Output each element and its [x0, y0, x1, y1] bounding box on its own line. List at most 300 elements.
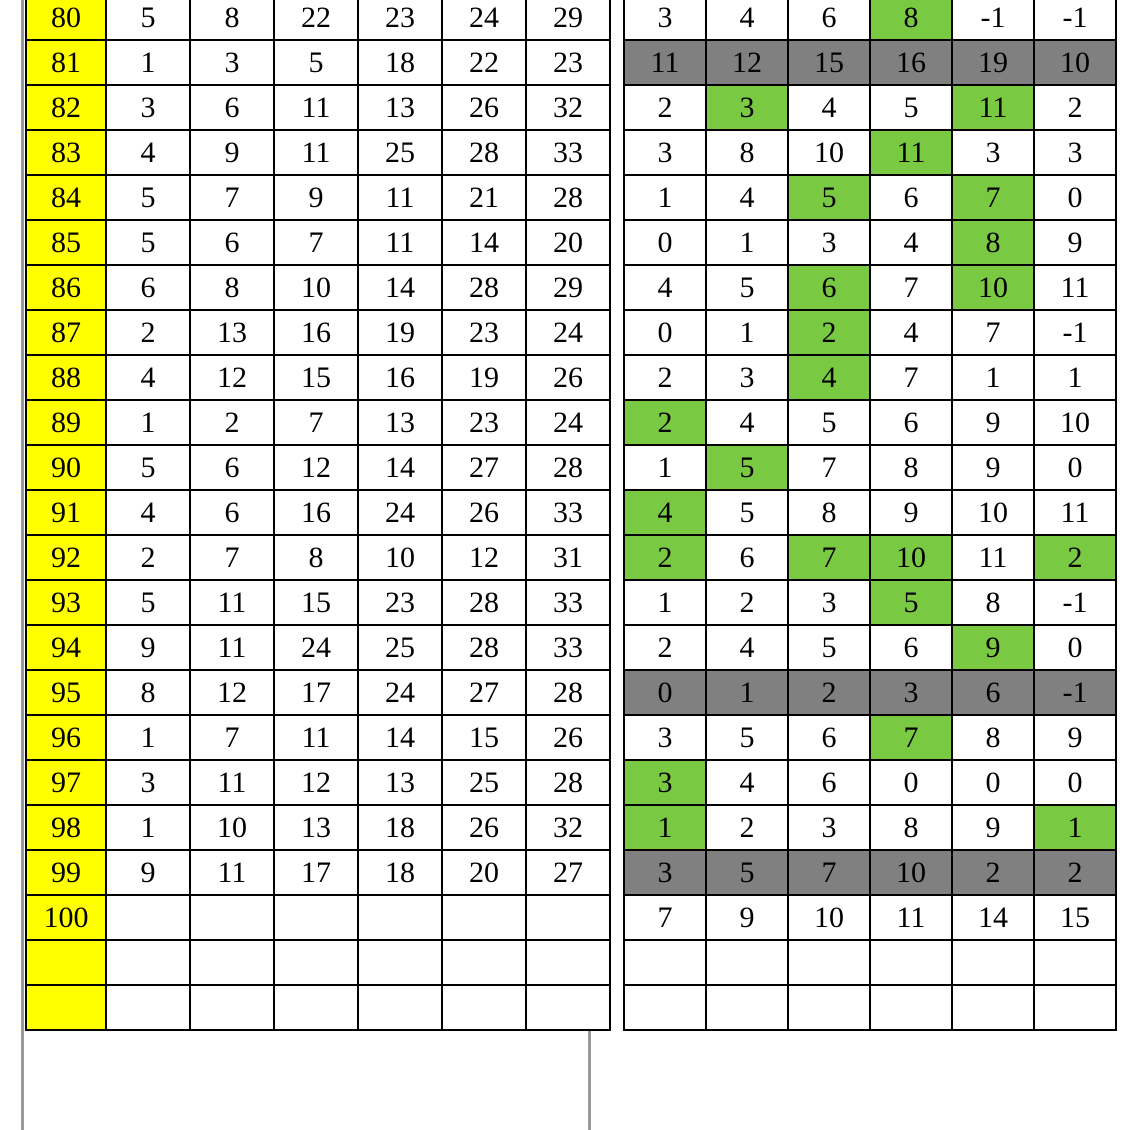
data-cell[interactable]	[274, 940, 358, 985]
data-cell[interactable]: 28	[442, 130, 526, 175]
data-cell[interactable]	[526, 895, 610, 940]
data-cell[interactable]: 9	[1034, 715, 1116, 760]
row-index-cell[interactable]: 98	[26, 805, 106, 850]
data-cell[interactable]: 11	[624, 40, 706, 85]
data-cell[interactable]: 10	[870, 535, 952, 580]
data-cell[interactable]: 19	[952, 40, 1034, 85]
data-cell[interactable]: 1	[706, 670, 788, 715]
data-cell[interactable]: 10	[788, 130, 870, 175]
data-cell[interactable]: 3	[624, 760, 706, 805]
table-row[interactable]	[26, 85, 610, 130]
data-cell[interactable]: 9	[106, 625, 190, 670]
data-cell[interactable]: 11	[274, 715, 358, 760]
data-cell[interactable]: 16	[274, 310, 358, 355]
data-cell[interactable]: 8	[274, 535, 358, 580]
data-cell[interactable]: 2	[624, 85, 706, 130]
right-data-table[interactable]	[623, 0, 1117, 1031]
data-cell[interactable]: 26	[442, 490, 526, 535]
data-cell[interactable]: 0	[870, 760, 952, 805]
data-cell[interactable]: 4	[706, 625, 788, 670]
row-index-cell[interactable]: 100	[26, 895, 106, 940]
data-cell[interactable]: 8	[952, 580, 1034, 625]
data-cell[interactable]: 1	[106, 805, 190, 850]
data-cell[interactable]: 5	[870, 85, 952, 130]
data-cell[interactable]: 7	[788, 535, 870, 580]
data-cell[interactable]: 7	[788, 445, 870, 490]
data-cell[interactable]: 11	[952, 85, 1034, 130]
data-cell[interactable]: 4	[706, 400, 788, 445]
data-cell[interactable]: 3	[788, 805, 870, 850]
data-cell[interactable]: 15	[1034, 895, 1116, 940]
row-index-cell[interactable]: 94	[26, 625, 106, 670]
data-cell[interactable]: 11	[358, 175, 442, 220]
data-cell[interactable]: 3	[706, 355, 788, 400]
table-row[interactable]	[26, 40, 610, 85]
data-cell[interactable]: 12	[274, 445, 358, 490]
data-cell[interactable]	[442, 940, 526, 985]
data-cell[interactable]: 8	[952, 715, 1034, 760]
row-index-cell[interactable]: 81	[26, 40, 106, 85]
data-cell[interactable]: 23	[358, 580, 442, 625]
data-cell[interactable]: 11	[190, 625, 274, 670]
data-cell[interactable]	[190, 985, 274, 1030]
table-row[interactable]	[624, 850, 1116, 895]
row-index-cell[interactable]: 92	[26, 535, 106, 580]
row-index-cell[interactable]	[26, 940, 106, 985]
data-cell[interactable]	[190, 895, 274, 940]
data-cell[interactable]: 4	[706, 175, 788, 220]
data-cell[interactable]: 28	[526, 175, 610, 220]
table-row[interactable]	[624, 760, 1116, 805]
data-cell[interactable]: 2	[624, 355, 706, 400]
data-cell[interactable]: 9	[274, 175, 358, 220]
data-cell[interactable]: 29	[526, 265, 610, 310]
data-cell[interactable]: -1	[1034, 0, 1116, 40]
table-row[interactable]	[624, 895, 1116, 940]
data-cell[interactable]: 15	[442, 715, 526, 760]
data-cell[interactable]: 11	[1034, 265, 1116, 310]
data-cell[interactable]: 3	[106, 760, 190, 805]
data-cell[interactable]: 1	[706, 310, 788, 355]
data-cell[interactable]: 6	[870, 175, 952, 220]
data-cell[interactable]: 2	[1034, 85, 1116, 130]
data-cell[interactable]: 3	[870, 670, 952, 715]
table-row[interactable]	[26, 805, 610, 850]
table-row[interactable]	[624, 535, 1116, 580]
data-cell[interactable]: 12	[190, 670, 274, 715]
data-cell[interactable]: 12	[706, 40, 788, 85]
data-cell[interactable]	[1034, 985, 1116, 1030]
data-cell[interactable]: 3	[624, 715, 706, 760]
data-cell[interactable]	[952, 940, 1034, 985]
data-cell[interactable]: 22	[442, 40, 526, 85]
data-cell[interactable]: 1	[624, 445, 706, 490]
table-row[interactable]	[26, 715, 610, 760]
data-cell[interactable]	[442, 895, 526, 940]
data-cell[interactable]	[190, 940, 274, 985]
table-row[interactable]	[26, 400, 610, 445]
data-cell[interactable]: 0	[624, 670, 706, 715]
data-cell[interactable]: 2	[788, 670, 870, 715]
data-cell[interactable]: 6	[788, 0, 870, 40]
table-row[interactable]	[624, 355, 1116, 400]
data-cell[interactable]: 14	[442, 220, 526, 265]
row-index-cell[interactable]: 99	[26, 850, 106, 895]
table-row[interactable]	[26, 0, 610, 40]
data-cell[interactable]: 11	[870, 130, 952, 175]
row-index-cell[interactable]: 85	[26, 220, 106, 265]
data-cell[interactable]: 11	[190, 580, 274, 625]
data-cell[interactable]: 33	[526, 580, 610, 625]
data-cell[interactable]: 2	[1034, 850, 1116, 895]
data-cell[interactable]: 20	[526, 220, 610, 265]
data-cell[interactable]: 1	[624, 805, 706, 850]
data-cell[interactable]: 8	[190, 265, 274, 310]
table-row[interactable]	[26, 265, 610, 310]
data-cell[interactable]: 0	[624, 220, 706, 265]
data-cell[interactable]: 25	[358, 625, 442, 670]
data-cell[interactable]: 11	[190, 850, 274, 895]
data-cell[interactable]: 6	[952, 670, 1034, 715]
data-cell[interactable]: 2	[706, 805, 788, 850]
data-cell[interactable]: 13	[190, 310, 274, 355]
data-cell[interactable]: 7	[870, 265, 952, 310]
data-cell[interactable]	[274, 985, 358, 1030]
data-cell[interactable]: 7	[190, 175, 274, 220]
row-index-cell[interactable]: 82	[26, 85, 106, 130]
table-row[interactable]	[624, 715, 1116, 760]
data-cell[interactable]: 14	[358, 715, 442, 760]
data-cell[interactable]: 19	[358, 310, 442, 355]
data-cell[interactable]: 5	[106, 175, 190, 220]
data-cell[interactable]: 2	[190, 400, 274, 445]
data-cell[interactable]: 26	[442, 805, 526, 850]
data-cell[interactable]	[106, 940, 190, 985]
data-cell[interactable]: 11	[358, 220, 442, 265]
data-cell[interactable]: 6	[788, 760, 870, 805]
data-cell[interactable]: 10	[870, 850, 952, 895]
data-cell[interactable]: 8	[706, 130, 788, 175]
data-cell[interactable]	[706, 985, 788, 1030]
data-cell[interactable]: 20	[442, 850, 526, 895]
table-row[interactable]	[624, 220, 1116, 265]
data-cell[interactable]: 6	[190, 445, 274, 490]
data-cell[interactable]: 18	[358, 40, 442, 85]
row-index-cell[interactable]: 87	[26, 310, 106, 355]
table-row[interactable]	[624, 175, 1116, 220]
data-cell[interactable]: 9	[106, 850, 190, 895]
data-cell[interactable]: 5	[706, 715, 788, 760]
data-cell[interactable]: 4	[706, 0, 788, 40]
row-index-cell[interactable]: 90	[26, 445, 106, 490]
data-cell[interactable]: -1	[1034, 580, 1116, 625]
data-cell[interactable]: 10	[1034, 40, 1116, 85]
data-cell[interactable]: 11	[274, 130, 358, 175]
data-cell[interactable]: 32	[526, 805, 610, 850]
table-row[interactable]	[26, 355, 610, 400]
data-cell[interactable]: 7	[624, 895, 706, 940]
data-cell[interactable]: 7	[274, 220, 358, 265]
table-row[interactable]	[624, 940, 1116, 985]
data-cell[interactable]: 22	[274, 0, 358, 40]
row-index-cell[interactable]: 97	[26, 760, 106, 805]
data-cell[interactable]: 10	[190, 805, 274, 850]
data-cell[interactable]: 4	[106, 355, 190, 400]
data-cell[interactable]: 9	[870, 490, 952, 535]
data-cell[interactable]: 2	[952, 850, 1034, 895]
data-cell[interactable]: 6	[788, 715, 870, 760]
data-cell[interactable]: 11	[1034, 490, 1116, 535]
data-cell[interactable]: 5	[706, 490, 788, 535]
data-cell[interactable]: 10	[952, 265, 1034, 310]
row-index-cell[interactable]: 88	[26, 355, 106, 400]
data-cell[interactable]: 1	[624, 580, 706, 625]
data-cell[interactable]: 33	[526, 625, 610, 670]
data-cell[interactable]: 2	[624, 400, 706, 445]
data-cell[interactable]: 14	[358, 445, 442, 490]
data-cell[interactable]: 8	[952, 220, 1034, 265]
row-index-cell[interactable]: 86	[26, 265, 106, 310]
data-cell[interactable]: 7	[870, 715, 952, 760]
data-cell[interactable]: 1	[624, 175, 706, 220]
data-cell[interactable]: 4	[106, 130, 190, 175]
data-cell[interactable]: 9	[190, 130, 274, 175]
data-cell[interactable]: 8	[870, 805, 952, 850]
data-cell[interactable]: 27	[442, 445, 526, 490]
table-row[interactable]	[624, 445, 1116, 490]
data-cell[interactable]: 18	[358, 805, 442, 850]
data-cell[interactable]: 3	[952, 130, 1034, 175]
table-row[interactable]	[26, 940, 610, 985]
data-cell[interactable]: 4	[706, 760, 788, 805]
data-cell[interactable]: 1	[106, 715, 190, 760]
data-cell[interactable]: 3	[624, 850, 706, 895]
table-row[interactable]	[26, 310, 610, 355]
table-row[interactable]	[624, 490, 1116, 535]
data-cell[interactable]: 21	[442, 175, 526, 220]
data-cell[interactable]	[870, 985, 952, 1030]
data-cell[interactable]: 7	[190, 535, 274, 580]
data-cell[interactable]: 2	[1034, 535, 1116, 580]
data-cell[interactable]: 9	[706, 895, 788, 940]
data-cell[interactable]: 13	[274, 805, 358, 850]
data-cell[interactable]: 3	[624, 130, 706, 175]
data-cell[interactable]: 24	[274, 625, 358, 670]
data-cell[interactable]	[442, 985, 526, 1030]
data-cell[interactable]: 5	[706, 265, 788, 310]
data-cell[interactable]: 23	[526, 40, 610, 85]
data-cell[interactable]	[358, 985, 442, 1030]
table-row[interactable]	[624, 400, 1116, 445]
data-cell[interactable]: 1	[952, 355, 1034, 400]
data-cell[interactable]: 1	[106, 400, 190, 445]
row-index-cell[interactable]: 89	[26, 400, 106, 445]
data-cell[interactable]: -1	[1034, 310, 1116, 355]
row-index-cell[interactable]: 91	[26, 490, 106, 535]
data-cell[interactable]: 3	[788, 580, 870, 625]
data-cell[interactable]: 8	[190, 0, 274, 40]
data-cell[interactable]: 4	[788, 85, 870, 130]
row-index-cell[interactable]	[26, 985, 106, 1030]
data-cell[interactable]: 4	[870, 310, 952, 355]
data-cell[interactable]: 24	[358, 490, 442, 535]
table-row[interactable]	[26, 445, 610, 490]
data-cell[interactable]: 11	[870, 895, 952, 940]
data-cell[interactable]: 24	[526, 310, 610, 355]
table-row[interactable]	[624, 310, 1116, 355]
data-cell[interactable]: 8	[870, 445, 952, 490]
data-cell[interactable]: 26	[442, 85, 526, 130]
data-cell[interactable]: 32	[526, 85, 610, 130]
data-cell[interactable]: 12	[274, 760, 358, 805]
data-cell[interactable]: 19	[442, 355, 526, 400]
data-cell[interactable]: 9	[952, 400, 1034, 445]
data-cell[interactable]: 3	[706, 85, 788, 130]
table-row[interactable]	[26, 760, 610, 805]
data-cell[interactable]: 2	[106, 310, 190, 355]
data-cell[interactable]: 5	[274, 40, 358, 85]
data-cell[interactable]: 5	[870, 580, 952, 625]
data-cell[interactable]: 5	[106, 0, 190, 40]
data-cell[interactable]: 12	[442, 535, 526, 580]
data-cell[interactable]	[624, 940, 706, 985]
data-cell[interactable]: 16	[870, 40, 952, 85]
table-row[interactable]	[26, 580, 610, 625]
data-cell[interactable]: 29	[526, 0, 610, 40]
data-cell[interactable]: 24	[358, 670, 442, 715]
data-cell[interactable]: 24	[526, 400, 610, 445]
data-cell[interactable]: 2	[106, 535, 190, 580]
data-cell[interactable]: 26	[526, 355, 610, 400]
data-cell[interactable]: 9	[952, 445, 1034, 490]
data-cell[interactable]	[624, 985, 706, 1030]
data-cell[interactable]: 28	[526, 445, 610, 490]
data-cell[interactable]: 6	[870, 400, 952, 445]
left-data-table[interactable]	[25, 0, 611, 1031]
data-cell[interactable]: 10	[274, 265, 358, 310]
table-row[interactable]	[624, 580, 1116, 625]
table-row[interactable]	[624, 130, 1116, 175]
data-cell[interactable]: 5	[106, 220, 190, 265]
data-cell[interactable]: 26	[526, 715, 610, 760]
data-cell[interactable]: 28	[526, 760, 610, 805]
data-cell[interactable]: 15	[274, 580, 358, 625]
data-cell[interactable]: 13	[358, 760, 442, 805]
data-cell[interactable]: 23	[442, 310, 526, 355]
data-cell[interactable]: 11	[274, 85, 358, 130]
data-cell[interactable]	[106, 985, 190, 1030]
table-row[interactable]	[624, 0, 1116, 40]
data-cell[interactable]	[870, 940, 952, 985]
data-cell[interactable]: 5	[788, 400, 870, 445]
row-index-cell[interactable]: 93	[26, 580, 106, 625]
table-row[interactable]	[26, 985, 610, 1030]
data-cell[interactable]: 23	[358, 0, 442, 40]
row-index-cell[interactable]: 96	[26, 715, 106, 760]
data-cell[interactable]: 1	[706, 220, 788, 265]
table-row[interactable]	[624, 670, 1116, 715]
table-row[interactable]	[26, 490, 610, 535]
data-cell[interactable]: 17	[274, 850, 358, 895]
data-cell[interactable]: 25	[442, 760, 526, 805]
data-cell[interactable]: 5	[706, 445, 788, 490]
data-cell[interactable]: 0	[1034, 445, 1116, 490]
data-cell[interactable]: 5	[106, 445, 190, 490]
data-cell[interactable]: 5	[788, 625, 870, 670]
data-cell[interactable]: 9	[952, 805, 1034, 850]
data-cell[interactable]: 28	[526, 670, 610, 715]
data-cell[interactable]	[788, 940, 870, 985]
data-cell[interactable]	[526, 940, 610, 985]
data-cell[interactable]	[706, 940, 788, 985]
data-cell[interactable]: 33	[526, 490, 610, 535]
data-cell[interactable]	[526, 985, 610, 1030]
data-cell[interactable]: 0	[624, 310, 706, 355]
data-cell[interactable]: 6	[190, 220, 274, 265]
data-cell[interactable]: 3	[788, 220, 870, 265]
data-cell[interactable]: 9	[1034, 220, 1116, 265]
data-cell[interactable]: 28	[442, 265, 526, 310]
data-cell[interactable]: 6	[870, 625, 952, 670]
data-cell[interactable]: 11	[190, 760, 274, 805]
table-row[interactable]	[26, 895, 610, 940]
data-cell[interactable]: 10	[1034, 400, 1116, 445]
data-cell[interactable]	[358, 895, 442, 940]
data-cell[interactable]: 18	[358, 850, 442, 895]
data-cell[interactable]	[106, 895, 190, 940]
data-cell[interactable]: 4	[624, 265, 706, 310]
data-cell[interactable]: 12	[190, 355, 274, 400]
data-cell[interactable]: -1	[952, 0, 1034, 40]
data-cell[interactable]: 2	[706, 580, 788, 625]
data-cell[interactable]: 6	[706, 535, 788, 580]
data-cell[interactable]: 6	[788, 265, 870, 310]
data-cell[interactable]: 4	[624, 490, 706, 535]
data-cell[interactable]: -1	[1034, 670, 1116, 715]
data-cell[interactable]: 23	[442, 400, 526, 445]
data-cell[interactable]: 7	[274, 400, 358, 445]
data-cell[interactable]: 0	[1034, 625, 1116, 670]
data-cell[interactable]	[358, 940, 442, 985]
data-cell[interactable]: 10	[358, 535, 442, 580]
table-row[interactable]	[624, 985, 1116, 1030]
data-cell[interactable]: 2	[624, 535, 706, 580]
data-cell[interactable]: 28	[442, 580, 526, 625]
data-cell[interactable]: 28	[442, 625, 526, 670]
data-cell[interactable]: 31	[526, 535, 610, 580]
data-cell[interactable]: 4	[788, 355, 870, 400]
data-cell[interactable]: 13	[358, 400, 442, 445]
data-cell[interactable]: 7	[870, 355, 952, 400]
data-cell[interactable]: 3	[624, 0, 706, 40]
data-cell[interactable]: 10	[952, 490, 1034, 535]
data-cell[interactable]: 7	[952, 310, 1034, 355]
data-cell[interactable]	[952, 985, 1034, 1030]
data-cell[interactable]: 0	[952, 760, 1034, 805]
row-index-cell[interactable]: 84	[26, 175, 106, 220]
table-row[interactable]	[624, 40, 1116, 85]
table-row[interactable]	[26, 220, 610, 265]
data-cell[interactable]: 0	[1034, 175, 1116, 220]
data-cell[interactable]: 5	[788, 175, 870, 220]
data-cell[interactable]: 8	[788, 490, 870, 535]
data-cell[interactable]: 6	[106, 265, 190, 310]
data-cell[interactable]: 0	[1034, 760, 1116, 805]
data-cell[interactable]: 15	[788, 40, 870, 85]
data-cell[interactable]: 14	[358, 265, 442, 310]
data-cell[interactable]: 7	[952, 175, 1034, 220]
data-cell[interactable]: 17	[274, 670, 358, 715]
